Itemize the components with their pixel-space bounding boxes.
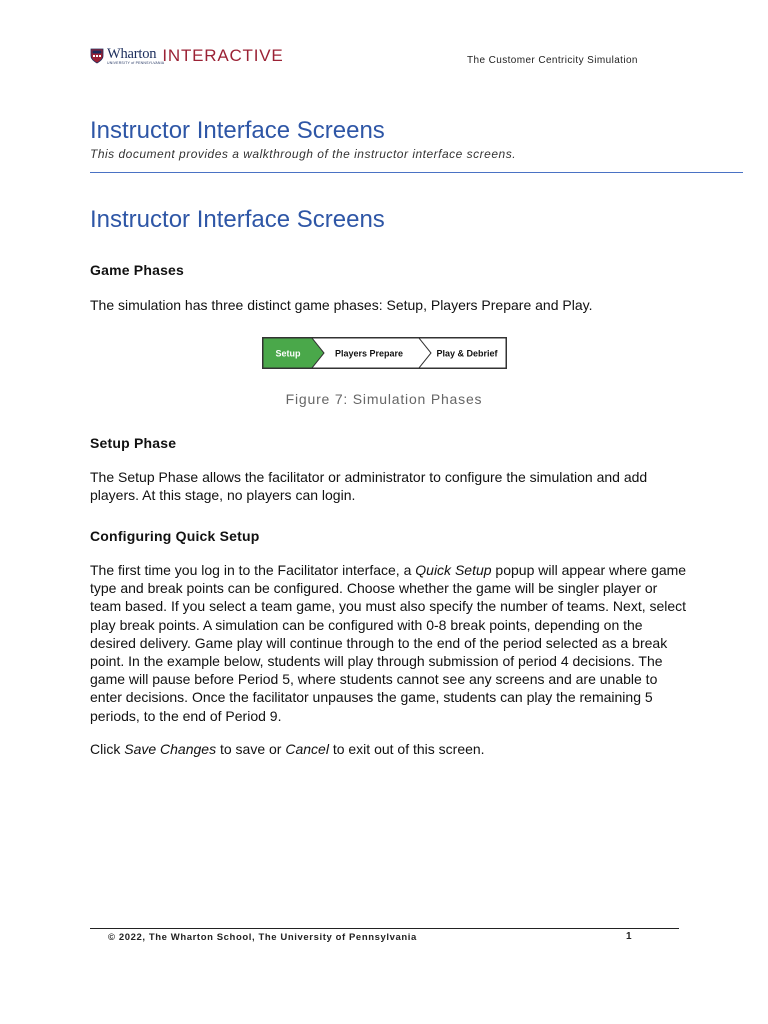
footer-copyright: © 2022, The Wharton School, The University of Pennsylvania bbox=[108, 932, 417, 943]
click-text-3: to exit out of this screen. bbox=[328, 741, 485, 757]
quick-setup-heading: Configuring Quick Setup bbox=[90, 528, 260, 544]
setup-phase-paragraph: The Setup Phase allows the facilitator or administrator to configure the simulation and add players. At this stage, no players can login. bbox=[90, 469, 648, 504]
quick-setup-emphasis: Quick Setup bbox=[415, 562, 492, 578]
header-simulation-name: The Customer Centricity Simulation bbox=[467, 55, 638, 66]
phase-setup-label: Setup bbox=[275, 348, 301, 359]
logo-interactive-text: INTERACTIVE bbox=[162, 46, 284, 65]
shield-icon bbox=[90, 48, 104, 64]
quick-setup-paragraph bbox=[90, 561, 690, 725]
save-changes-emphasis: Save Changes bbox=[124, 741, 217, 757]
page-number: 1 bbox=[626, 931, 632, 942]
footer-divider bbox=[90, 928, 679, 929]
setup-phase-heading: Setup Phase bbox=[90, 435, 177, 451]
click-text-1: Click bbox=[90, 741, 125, 757]
document-subtitle: This document provides a walkthrough of the instructor interface screens. bbox=[90, 147, 517, 161]
game-phases-paragraph: The simulation has three distinct game phases: Setup, Players Prepare and Play. bbox=[90, 297, 593, 313]
click-instructions-paragraph bbox=[90, 740, 690, 758]
phase-play-debrief-label: Play & Debrief bbox=[436, 348, 498, 359]
phase-players-prepare-label: Players Prepare bbox=[334, 348, 404, 359]
quick-setup-text-start: The first time you log in to the Facilitator interface, a bbox=[90, 562, 416, 578]
game-phases-heading: Game Phases bbox=[90, 262, 185, 278]
title-divider bbox=[90, 172, 743, 173]
logo-subtext: UNIVERSITY of PENNSYLVANIA bbox=[107, 61, 165, 65]
document-title: Instructor Interface Screens bbox=[90, 117, 385, 144]
figure-caption: Figure 7: Simulation Phases bbox=[285, 391, 483, 407]
wharton-interactive-logo bbox=[90, 46, 284, 66]
quick-setup-text-rest: popup will appear where game type and break points can be configured. Choose whether the game will be singler player or team based. If you select a team game, you must also specify the number of teams. Next, select play break points. A simulation can be configured with 0-8 break points, depending on the desired delivery. Game play will continue through to the end of the period selected as a break point. In the example below, students will play through submission of period 4 decisions. The game will pause before Period 5, where students cannot see any screens and are unable to enter decisions. Once the facilitator unpauses the game, students can play the remaining 5 periods, to the end of Period 9. bbox=[90, 562, 687, 724]
logo-wordmark: Wharton bbox=[107, 45, 157, 62]
simulation-phases-diagram bbox=[262, 337, 508, 375]
section-title: Instructor Interface Screens bbox=[90, 206, 385, 233]
cancel-emphasis: Cancel bbox=[285, 741, 329, 757]
click-text-2: to save or bbox=[216, 741, 286, 757]
